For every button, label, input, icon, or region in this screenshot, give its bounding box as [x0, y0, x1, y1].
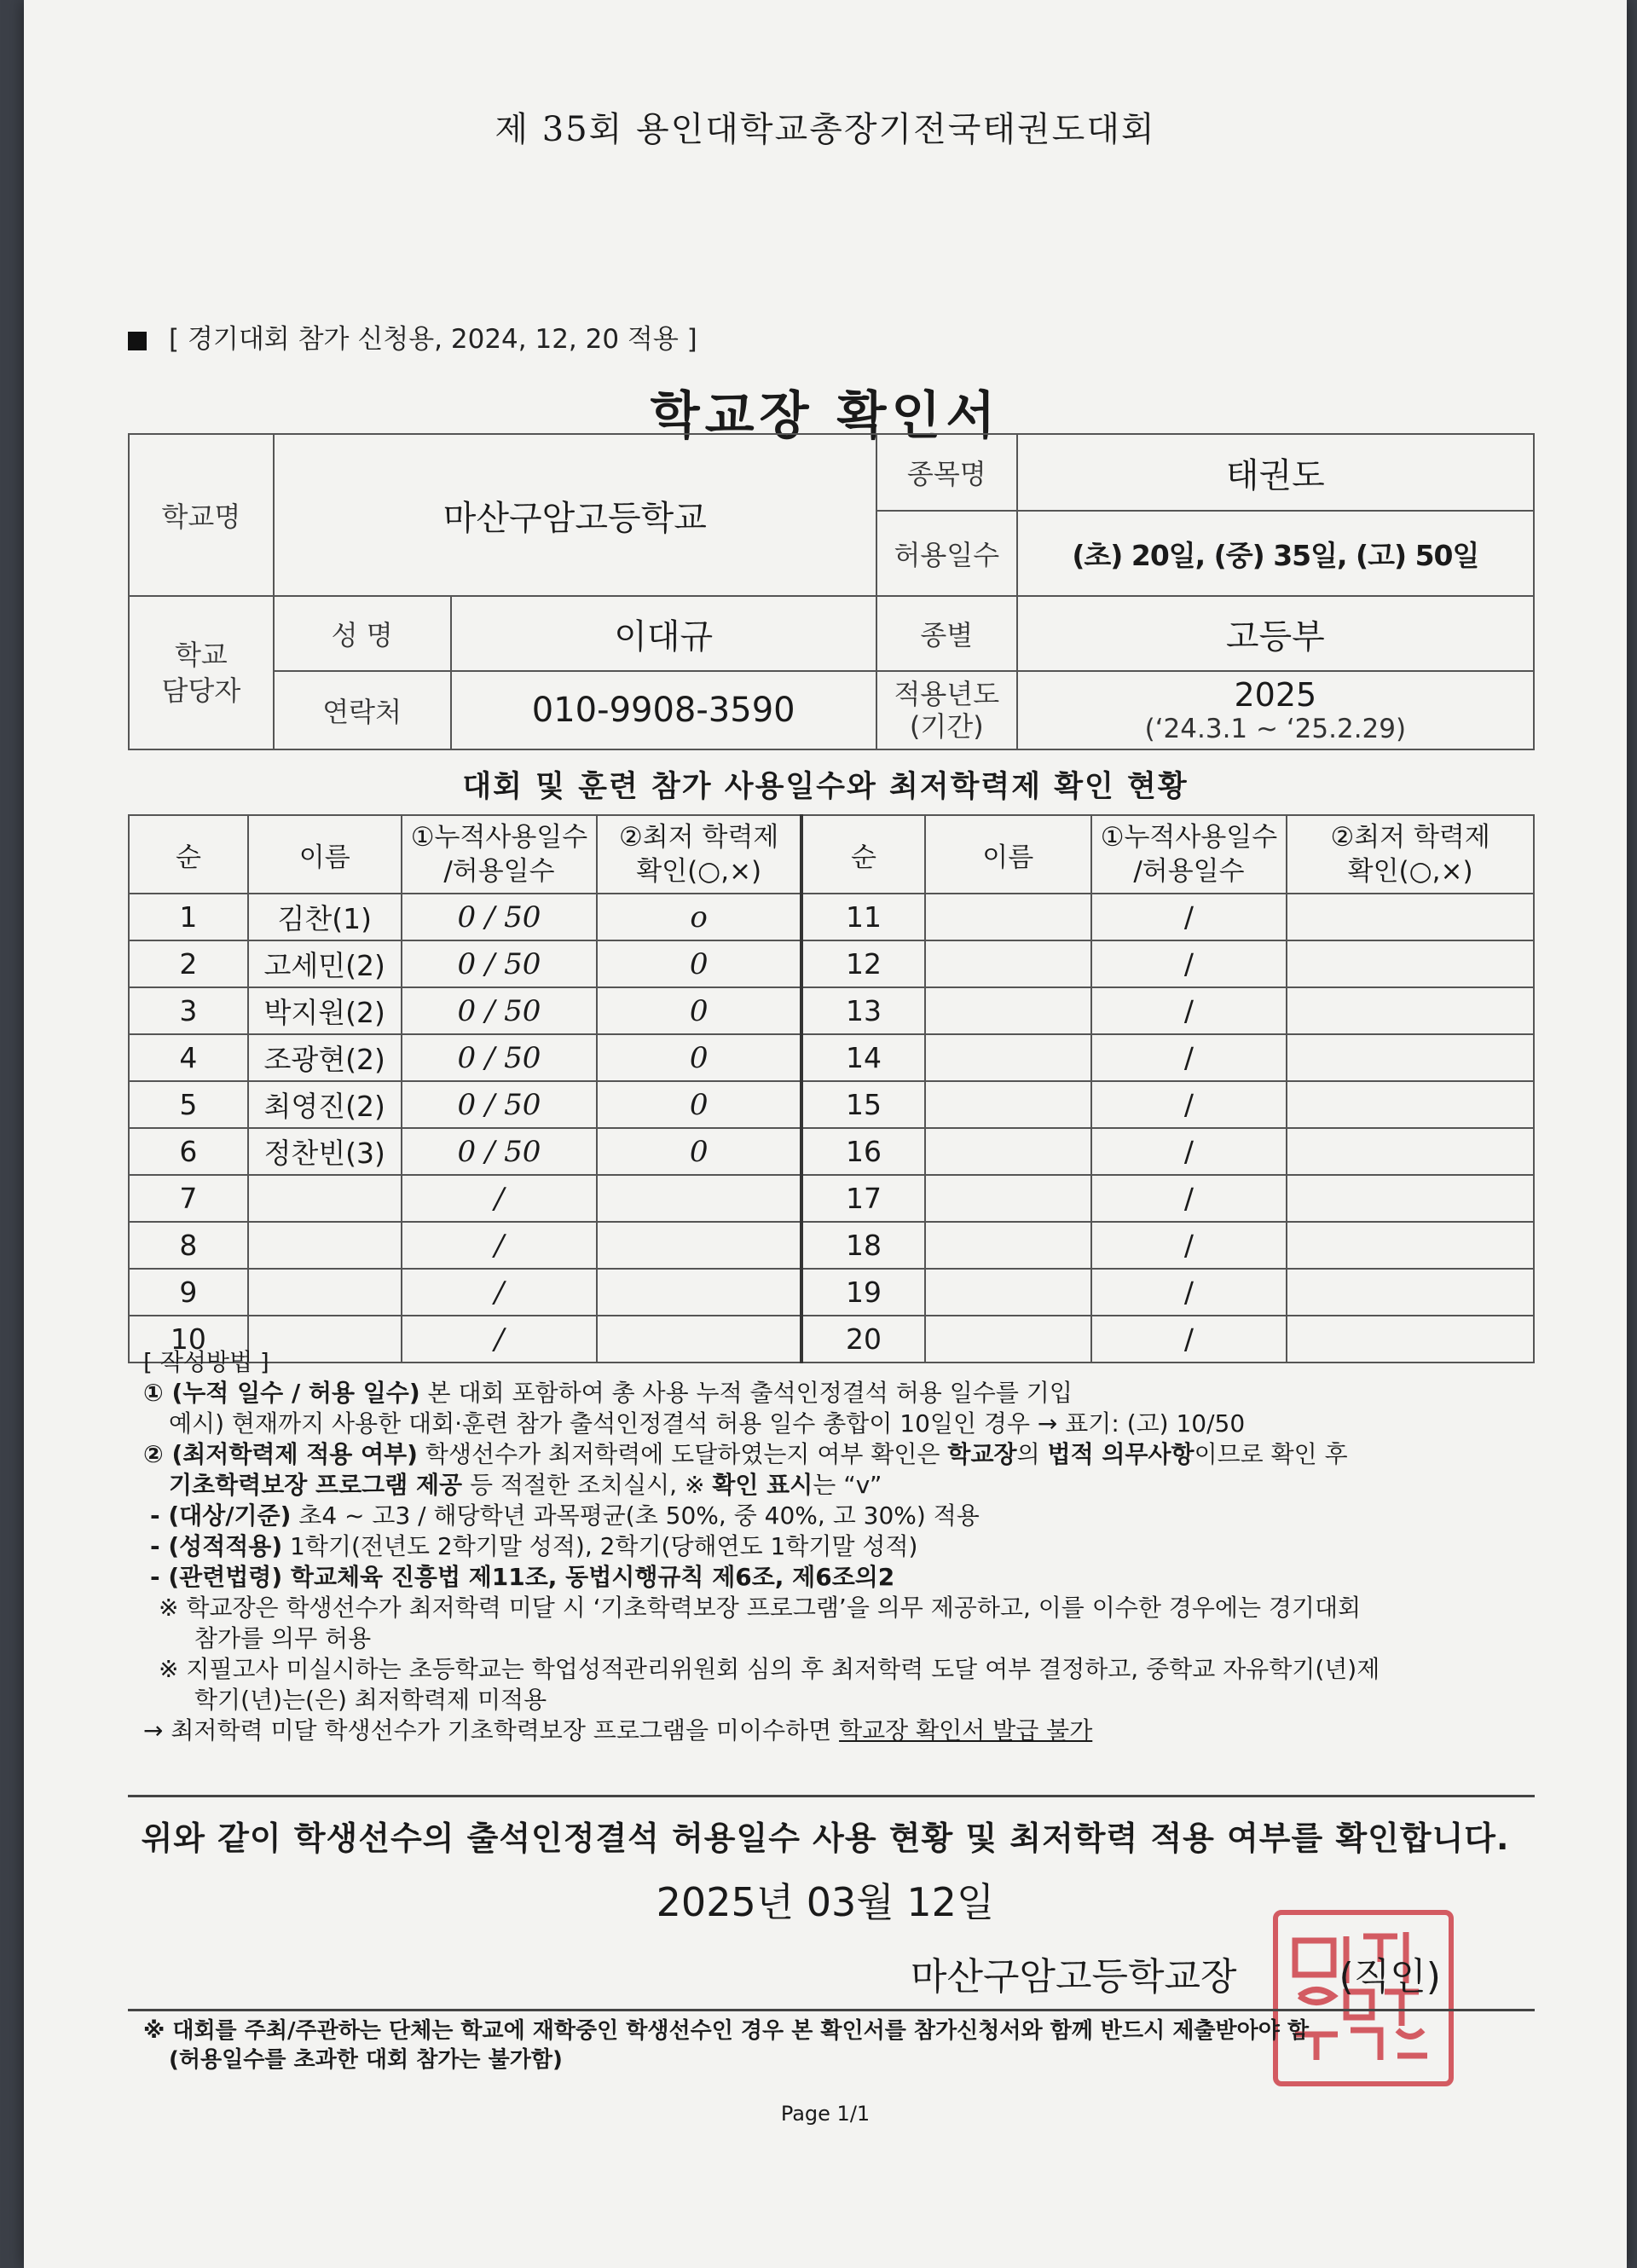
row-check: 0 [597, 987, 801, 1034]
detail-2-bold: - (성적적용) [150, 1532, 283, 1560]
note-2-cont-text-2: 는 “v” [813, 1471, 882, 1499]
row-days: / [402, 1175, 598, 1222]
note-2-text-2: 의 [1016, 1440, 1048, 1468]
footnote-line-1: ※ 대회를 주최/주관하는 단체는 학교에 재학중인 학생선수인 경우 본 확인서를 참가신청서와 함께 반드시 제출받아야 함 [143, 2018, 1310, 2044]
note-2-cont-bold: 기초학력보장 프로그램 제공 [169, 1471, 463, 1499]
row-days: 0 / 50 [402, 1081, 598, 1128]
remark-2-cont: 학기(년)는(은) 최저학력제 미적용 [194, 1686, 547, 1714]
note-2-cont [143, 1470, 1542, 1501]
row-name-right [925, 1269, 1091, 1316]
confirmation-statement: 위와 같이 학생선수의 출석인정결석 허용일수 사용 현황 및 최저학력 적용 여부를 확인합니다. [141, 1820, 1510, 1857]
row-num: 6 [129, 1128, 248, 1175]
row-name: 정찬빈(3) [248, 1128, 402, 1175]
school-info-table [128, 433, 1535, 750]
row-days-right: / [1091, 1175, 1287, 1222]
year-value: 2025 [1234, 676, 1317, 714]
row-num: 2 [129, 940, 248, 987]
note-2-cont-bold-2: 확인 표시 [712, 1471, 813, 1499]
row-check: 0 [597, 940, 801, 987]
signature-line [911, 1946, 1441, 2000]
school-label: 학교명 [129, 434, 274, 596]
row-name-right [925, 1034, 1091, 1081]
roster-row [129, 1222, 1534, 1269]
row-num-right: 11 [801, 894, 925, 940]
row-name-right [925, 987, 1091, 1034]
row-name: 박지원(2) [248, 987, 402, 1034]
document-title: 학교장 확인서 [650, 386, 1001, 446]
row-name-right [925, 940, 1091, 987]
row-check-right [1287, 1222, 1534, 1269]
detail-3 [143, 1562, 1542, 1593]
detail-1 [143, 1501, 1542, 1531]
row-name-right [925, 894, 1091, 940]
row-check-right [1287, 1081, 1534, 1128]
row-num-right: 14 [801, 1034, 925, 1081]
detail-1-text: 초4 ~ 고3 / 해당학년 과목평균(초 50%, 중 40%, 고 30%) 적용 [291, 1501, 980, 1530]
row-num-right: 17 [801, 1175, 925, 1222]
note-2 [143, 1439, 1542, 1470]
signature-mark: (직인) [1339, 1955, 1441, 1999]
remark-3-text: → 최저학력 미달 학생선수가 기초학력보장 프로그램을 미이수하면 [143, 1716, 840, 1744]
row-days-right: / [1091, 1222, 1287, 1269]
instructions [143, 1347, 1542, 1746]
row-num: 3 [129, 987, 248, 1034]
row-name: 최영진(2) [248, 1081, 402, 1128]
note-1-bold: ① (누적 일수 / 허용 일수) [143, 1379, 420, 1407]
instructions-heading: [ 작성방법 ] [143, 1348, 269, 1376]
contact-value: 010-9908-3590 [451, 671, 876, 749]
remark-1-cont: 참가를 의무 허용 [194, 1624, 372, 1652]
row-num: 1 [129, 894, 248, 940]
roster-row [129, 987, 1534, 1034]
year-period: (‘24.3.1 ~ ‘25.2.29) [1144, 714, 1407, 744]
category-value: 고등부 [1017, 596, 1534, 671]
row-days-right: / [1091, 1081, 1287, 1128]
row-days: / [402, 1269, 598, 1316]
row-days-right: / [1091, 1316, 1287, 1363]
footnote-line-2: (허용일수를 초과한 대회 참가는 불가함) [169, 2047, 563, 2073]
row-name-right [925, 1128, 1091, 1175]
row-check [597, 1222, 801, 1269]
row-days: / [402, 1316, 598, 1363]
page-number: Page 1/1 [780, 2102, 871, 2126]
row-name [248, 1175, 402, 1222]
roster-row [129, 940, 1534, 987]
row-check-right [1287, 1175, 1534, 1222]
row-check [597, 1269, 801, 1316]
detail-2-text: 1학기(전년도 2학기말 성적), 2학기(당해연도 1학기말 성적) [282, 1532, 918, 1560]
row-days-right: / [1091, 894, 1287, 940]
note-2-bold-3: 법적 의무사항 [1047, 1440, 1194, 1468]
row-days-right: / [1091, 940, 1287, 987]
row-name: 김찬(1) [248, 894, 402, 940]
row-days: 0 / 50 [402, 987, 598, 1034]
roster-row [129, 1034, 1534, 1081]
row-check-right [1287, 987, 1534, 1034]
note-2-bold-2: 학교장 [947, 1440, 1017, 1468]
roster-table [128, 814, 1535, 1363]
row-num-right: 20 [801, 1316, 925, 1363]
row-days-right: / [1091, 1128, 1287, 1175]
year-label: 적용년도 (기간) [876, 671, 1017, 749]
header-check: ②최저 학력제 확인(○,×) [597, 815, 801, 894]
remark-3 [143, 1715, 1542, 1746]
contact-label: 연락처 [274, 671, 451, 749]
divider-bottom [128, 2009, 1535, 2011]
school-name: 마산구암고등학교 [274, 434, 876, 596]
year-cell [1017, 671, 1534, 749]
row-name [248, 1269, 402, 1316]
header-days-right: ①누적사용일수 /허용일수 [1091, 815, 1287, 894]
note-1-text: 본 대회 포함하여 총 사용 누적 출석인정결석 허용 일수를 기입 [419, 1379, 1073, 1407]
form-tag [128, 317, 697, 356]
row-check-right [1287, 1128, 1534, 1175]
row-name-right [925, 1222, 1091, 1269]
remark-1: ※ 학교장은 학생선수가 최저학력 미달 시 ‘기초학력보장 프로그램’을 의무 제공하고, 이를 이수한 경우에는 경기대회 [159, 1594, 1362, 1622]
manager-label: 학교 담당자 [129, 596, 274, 749]
row-check [597, 1175, 801, 1222]
name-label: 성 명 [274, 596, 451, 671]
row-check-right [1287, 894, 1534, 940]
document-page [24, 0, 1627, 2268]
row-num: 9 [129, 1269, 248, 1316]
row-num-right: 12 [801, 940, 925, 987]
row-check: 0 [597, 1081, 801, 1128]
note-1-example: 예시) 현재까지 사용한 대회·훈련 참가 출석인정결석 허용 일수 총합이 10일인 경우 → 표기: (고) 10/50 [169, 1409, 1246, 1438]
row-check: 0 [597, 1128, 801, 1175]
row-num: 4 [129, 1034, 248, 1081]
row-days-right: / [1091, 1269, 1287, 1316]
header-check-right: ②최저 학력제 확인(○,×) [1287, 815, 1534, 894]
remark-3-underlined: 학교장 확인서 발급 불가 [839, 1716, 1093, 1744]
detail-2 [143, 1531, 1542, 1562]
note-2-text-3: 이므로 확인 후 [1194, 1440, 1348, 1468]
row-num: 7 [129, 1175, 248, 1222]
row-days: / [402, 1222, 598, 1269]
allowed-days-label: 허용일수 [876, 511, 1017, 596]
row-check: o [597, 894, 801, 940]
detail-1-bold: - (대상/기준) [150, 1501, 292, 1530]
category-label: 종별 [876, 596, 1017, 671]
header-days: ①누적사용일수 /허용일수 [402, 815, 598, 894]
note-2-text: 학생선수가 최저학력에 도달하였는지 여부 확인은 [417, 1440, 948, 1468]
row-num-right: 15 [801, 1081, 925, 1128]
issue-date: 2025년 03월 12일 [656, 1879, 995, 1925]
row-days: 0 / 50 [402, 1128, 598, 1175]
roster-row [129, 1175, 1534, 1222]
header-num-right: 순 [801, 815, 925, 894]
header-name-right: 이름 [925, 815, 1091, 894]
detail-3-bold: - (관련법령) 학교체육 진흥법 제11조, 동법시행규칙 제6조, 제6조의2 [150, 1563, 895, 1591]
note-1 [143, 1378, 1542, 1409]
row-days: 0 / 50 [402, 1034, 598, 1081]
row-check: 0 [597, 1034, 801, 1081]
row-num: 10 [129, 1316, 248, 1363]
row-num-right: 16 [801, 1128, 925, 1175]
row-num-right: 13 [801, 987, 925, 1034]
row-name-right [925, 1081, 1091, 1128]
header-name: 이름 [248, 815, 402, 894]
row-num-right: 18 [801, 1222, 925, 1269]
footnote [143, 2016, 1550, 2074]
row-days: 0 / 50 [402, 940, 598, 987]
roster-row [129, 1269, 1534, 1316]
row-check-right [1287, 940, 1534, 987]
row-name: 조광현(2) [248, 1034, 402, 1081]
roster-row [129, 894, 1534, 940]
divider-top [128, 1795, 1535, 1797]
row-num: 8 [129, 1222, 248, 1269]
row-name: 고세민(2) [248, 940, 402, 987]
row-name [248, 1222, 402, 1269]
row-num-right: 19 [801, 1269, 925, 1316]
sport-label: 종목명 [876, 434, 1017, 511]
row-days-right: / [1091, 1034, 1287, 1081]
row-name-right [925, 1175, 1091, 1222]
roster-row [129, 1128, 1534, 1175]
row-num: 5 [129, 1081, 248, 1128]
note-2-cont-text: 등 적절한 조치실시, ※ [462, 1471, 713, 1499]
roster-section-title: 대회 및 훈련 참가 사용일수와 최저학력제 확인 현황 [462, 770, 1189, 804]
roster-row [129, 1081, 1534, 1128]
row-days-right: / [1091, 987, 1287, 1034]
row-check-right [1287, 1269, 1534, 1316]
signature-name: 마산구암고등학교장 [911, 1955, 1237, 1999]
note-2-bold: ② (최저학력제 적용 여부) [143, 1440, 418, 1468]
form-tag-text: [ 경기대회 참가 신청용, 2024, 12, 20 적용 ] [169, 324, 697, 355]
sport-value: 태권도 [1017, 434, 1534, 511]
allowed-days-value: (초) 20일, (중) 35일, (고) 50일 [1017, 511, 1534, 596]
remark-2: ※ 지필고사 미실시하는 초등학교는 학업성적관리위원회 심의 후 최저학력 도달 여부 결정하고, 중학교 자유학기(년)제 [159, 1655, 1380, 1683]
manager-name: 이대규 [451, 596, 876, 671]
header-num: 순 [129, 815, 248, 894]
row-days: 0 / 50 [402, 894, 598, 940]
event-title: 제 35회 용인대학교총장기전국태권도대회 [495, 110, 1156, 149]
square-bullet-icon [128, 332, 147, 350]
row-check-right [1287, 1034, 1534, 1081]
